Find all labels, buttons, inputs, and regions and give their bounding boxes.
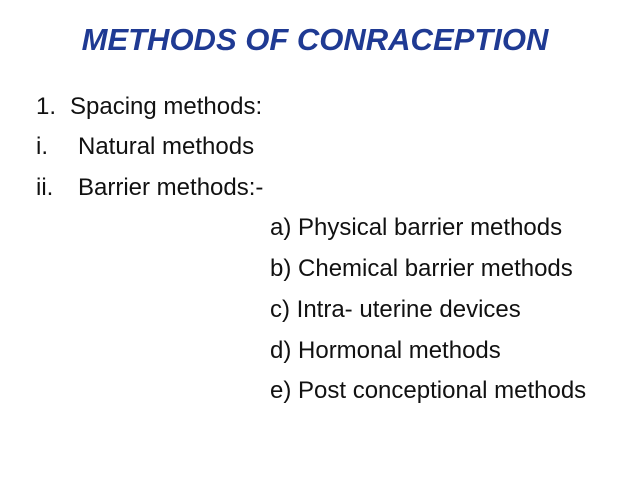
list-marker: 1. bbox=[36, 93, 57, 120]
list-item-text: Natural methods bbox=[78, 133, 255, 160]
subitem-hormonal-methods: d) Hormonal methods bbox=[270, 337, 501, 364]
list-item-text: Barrier methods:- bbox=[78, 174, 264, 201]
list-item-text: Spacing methods: bbox=[70, 93, 263, 120]
subitem-physical-barrier: a) Physical barrier methods bbox=[270, 214, 563, 241]
list-marker: i. bbox=[36, 133, 48, 160]
list-item-barrier-methods bbox=[36, 173, 263, 203]
slide-title: METHODS OF CONRACEPTION bbox=[81, 22, 549, 57]
list-marker: ii. bbox=[36, 174, 54, 201]
list-item-natural-methods bbox=[36, 132, 254, 162]
subitem-chemical-barrier: b) Chemical barrier methods bbox=[270, 255, 573, 282]
subitem-intra-uterine-devices: c) Intra- uterine devices bbox=[270, 296, 521, 323]
list-item-spacing-methods bbox=[36, 92, 262, 122]
subitem-post-conceptional: e) Post conceptional methods bbox=[270, 377, 587, 404]
